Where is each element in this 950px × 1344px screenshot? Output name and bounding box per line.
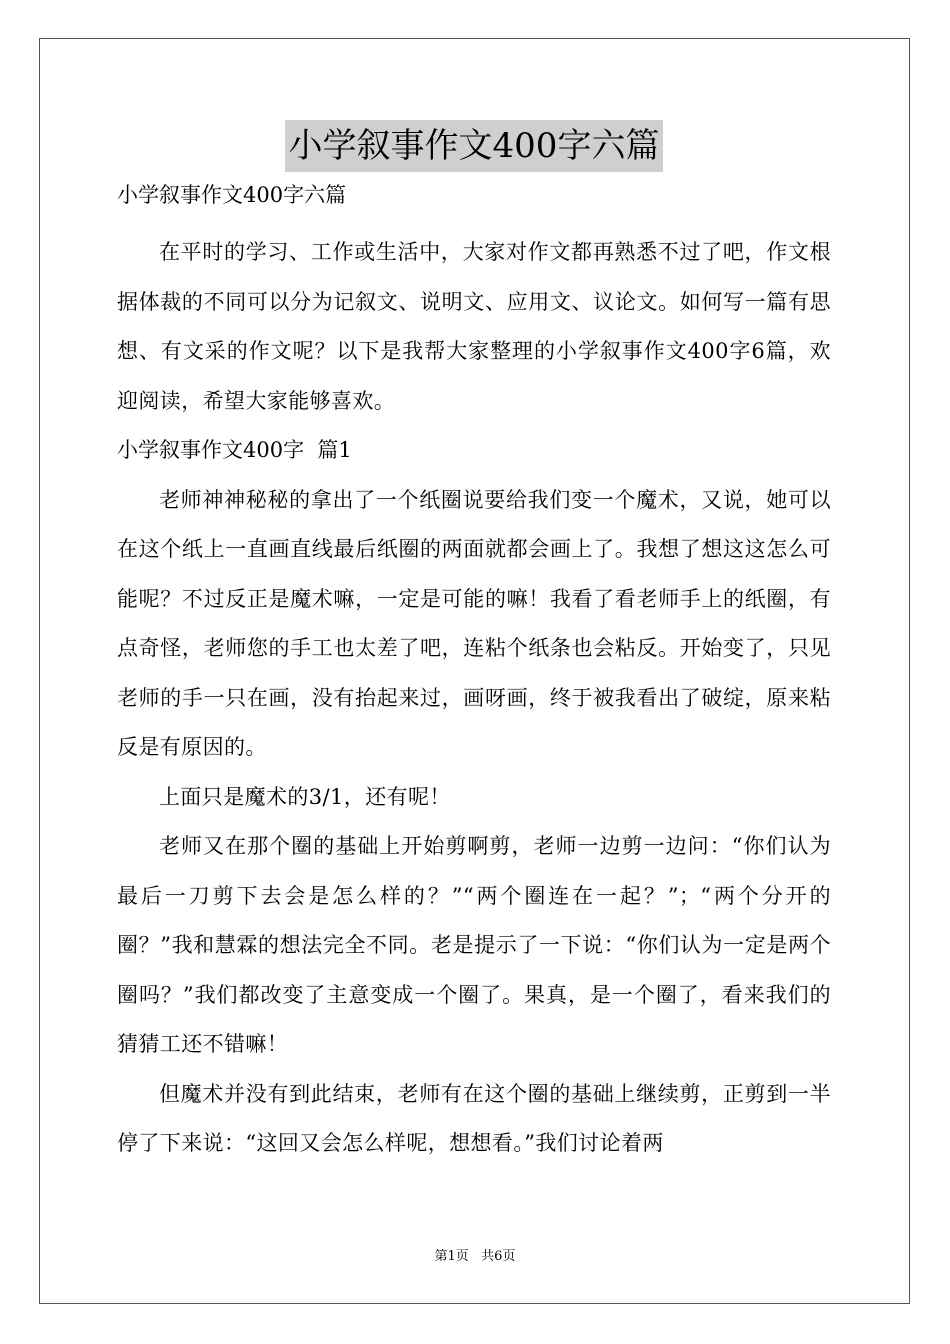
body-paragraph-1: 老师神神秘秘的拿出了一个纸圈说要给我们变一个魔术，又说，她可以在这个纸上一直画直线最后纸圈的两面就都会画上了。我想了想这这怎么可能呢？不过反正是魔术嘛，一定是可能的嘛！我看了看老师手上的纸圈，有点奇怪，老师您的手工也太差了吧，连粘个纸条也会粘反。开始变了，只见老师的手一只在画，没有抬起来过，画呀画，终于被我看出了破绽，原来粘反是有原因的。: [117, 487, 831, 759]
document-subtitle: 小学叙事作文400字六篇: [117, 183, 347, 207]
body-paragraph-2: 上面只是魔术的3/1，还有呢！: [159, 784, 451, 809]
document-title: 小学叙事作文400字六篇: [285, 120, 664, 172]
body-paragraph-4: 但魔术并没有到此结束，老师有在这个圈的基础上继续剪，正剪到一半停了下来说：“这回又会怎么样呢，想想看。”我们讨论着两: [117, 1081, 831, 1155]
page-number-footer: 第1页 共6页: [434, 1249, 516, 1264]
body-paragraph-3: 老师又在那个圈的基础上开始剪啊剪，老师一边剪一边问：“你们认为最后一刀剪下去会是怎么样的？”“两个圈连在一起？”；“两个分开的圈？”我和慧霖的想法完全不同。老是提示了一下说：“你们认为一定是两个圈吗？”我们都改变了主意变成一个圈了。果真，是一个圈了，看来我们的猜猜工还不错嘛！: [117, 834, 831, 1056]
section-heading: 小学叙事作文400字 篇1: [117, 438, 352, 462]
document-content: [117, 120, 831, 1169]
intro-paragraph: 在平时的学习、工作或生活中，大家对作文都再熟悉不过了吧，作文根据体裁的不同可以分为记叙文、说明文、应用文、议论文。如何写一篇有思想、有文采的作文呢？以下是我帮大家整理的小学叙事作文400字6篇，欢迎阅读，希望大家能够喜欢。: [117, 240, 831, 413]
title-container: [117, 120, 831, 178]
